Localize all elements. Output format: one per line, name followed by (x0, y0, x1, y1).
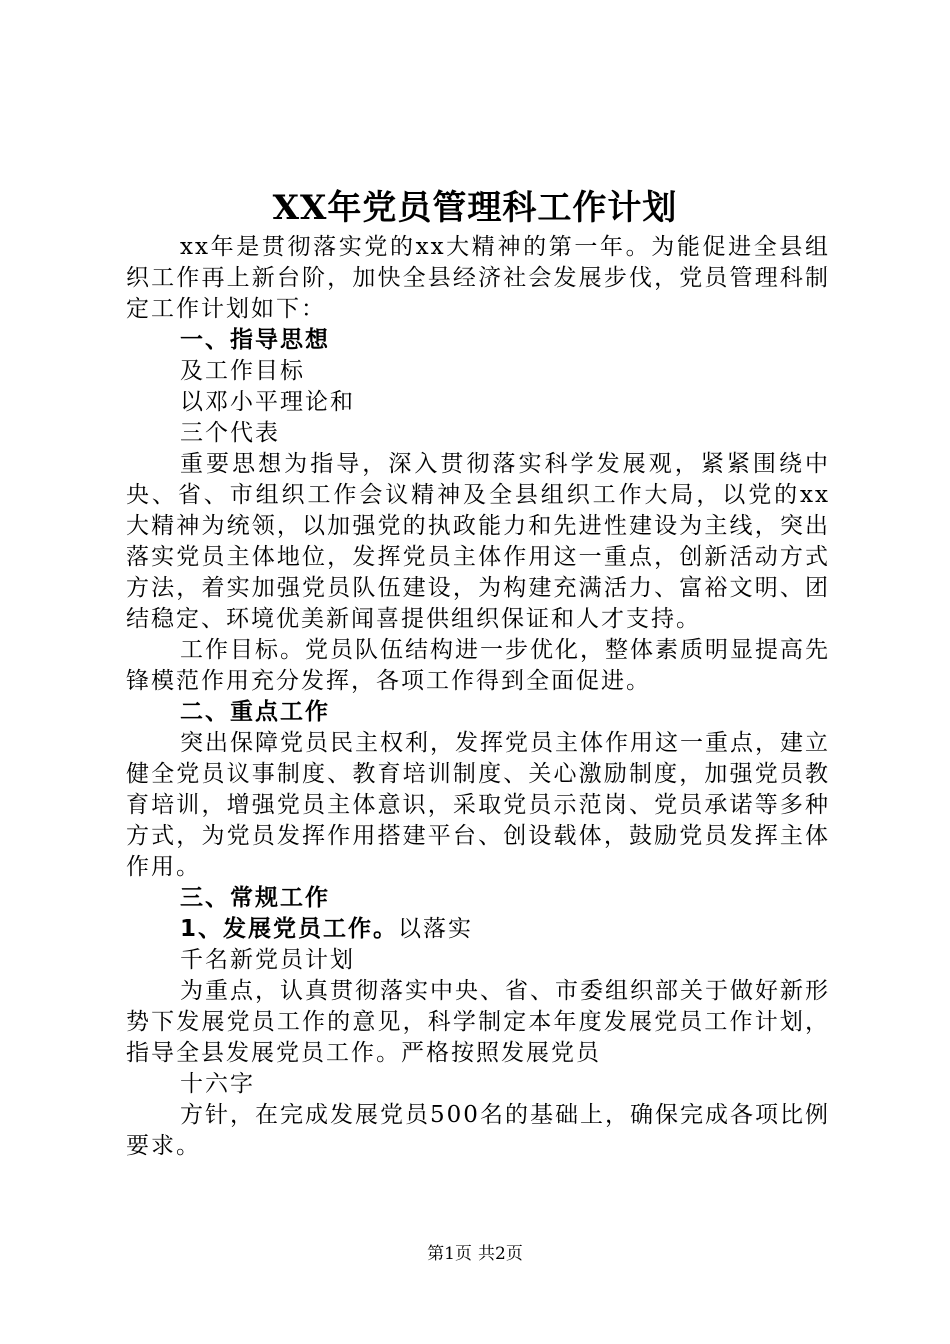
section1-line-3: 三个代表 (180, 420, 280, 446)
section3-item-1-tail: 以落实 (398, 916, 474, 942)
section3-line-1: 千名新党员计划 (180, 947, 355, 973)
section2-paragraph-1: 突出保障党员民主权利，发挥党员主体作用这一重点，建立健全党员议事制度、教育培训制度、关心激励制度，加强党员教育培训，增强党员主体意识，采取党员示范岗、党员承诺等多种方式，为党员发挥作用搭建平台、创设载体，鼓励党员发挥主体作用。 (126, 730, 830, 880)
section-heading-key-work: 二、重点工作 (180, 699, 330, 725)
section1-line-1: 及工作目标 (180, 358, 305, 384)
section1-line-2: 以邓小平理论和 (180, 389, 355, 415)
document-title: XX年党员管理科工作计划 (272, 188, 678, 228)
section3-paragraph-1: 为重点，认真贯彻落实中央、省、市委组织部关于做好新形势下发展党员工作的意见，科学制定本年度发展党员工作计划，指导全县发展党员工作。严格按照发展党员 (126, 978, 830, 1066)
section-heading-guiding-ideology: 一、指导思想 (180, 327, 330, 353)
document-body (126, 232, 830, 1162)
section1-paragraph-1: 重要思想为指导，深入贯彻落实科学发展观，紧紧围绕中央、省、市组织工作会议精神及全县组织工作大局，以党的xx大精神为统领，以加强党的执政能力和先进性建设为主线，突出落实党员主体地位，发挥党员主体作用这一重点，创新活动方式方法，着实加强党员队伍建设，为构建充满活力、富裕文明、团结稳定、环境优美新闻喜提供组织保证和人才支持。 (126, 451, 830, 632)
page-footer (0, 1243, 950, 1265)
section3-paragraph-2: 方针，在完成发展党员500名的基础上，确保完成各项比例要求。 (126, 1102, 830, 1159)
section1-paragraph-2: 工作目标。党员队伍结构进一步优化，整体素质明显提高先锋模范作用充分发挥，各项工作得到全面促进。 (126, 637, 830, 694)
section3-item-1-heading: 1、发展党员工作。 (180, 916, 399, 942)
section3-line-2: 十六字 (180, 1071, 255, 1097)
page-total: 共2页 (478, 1244, 523, 1264)
page-number: 第1页 (427, 1244, 472, 1264)
section-heading-routine-work: 三、常规工作 (180, 885, 330, 911)
intro-paragraph: xx年是贯彻落实党的xx大精神的第一年。为能促进全县组织工作再上新台阶，加快全县经济社会发展步伐，党员管理科制定工作计划如下： (126, 234, 830, 322)
section3-item-1 (126, 914, 830, 945)
